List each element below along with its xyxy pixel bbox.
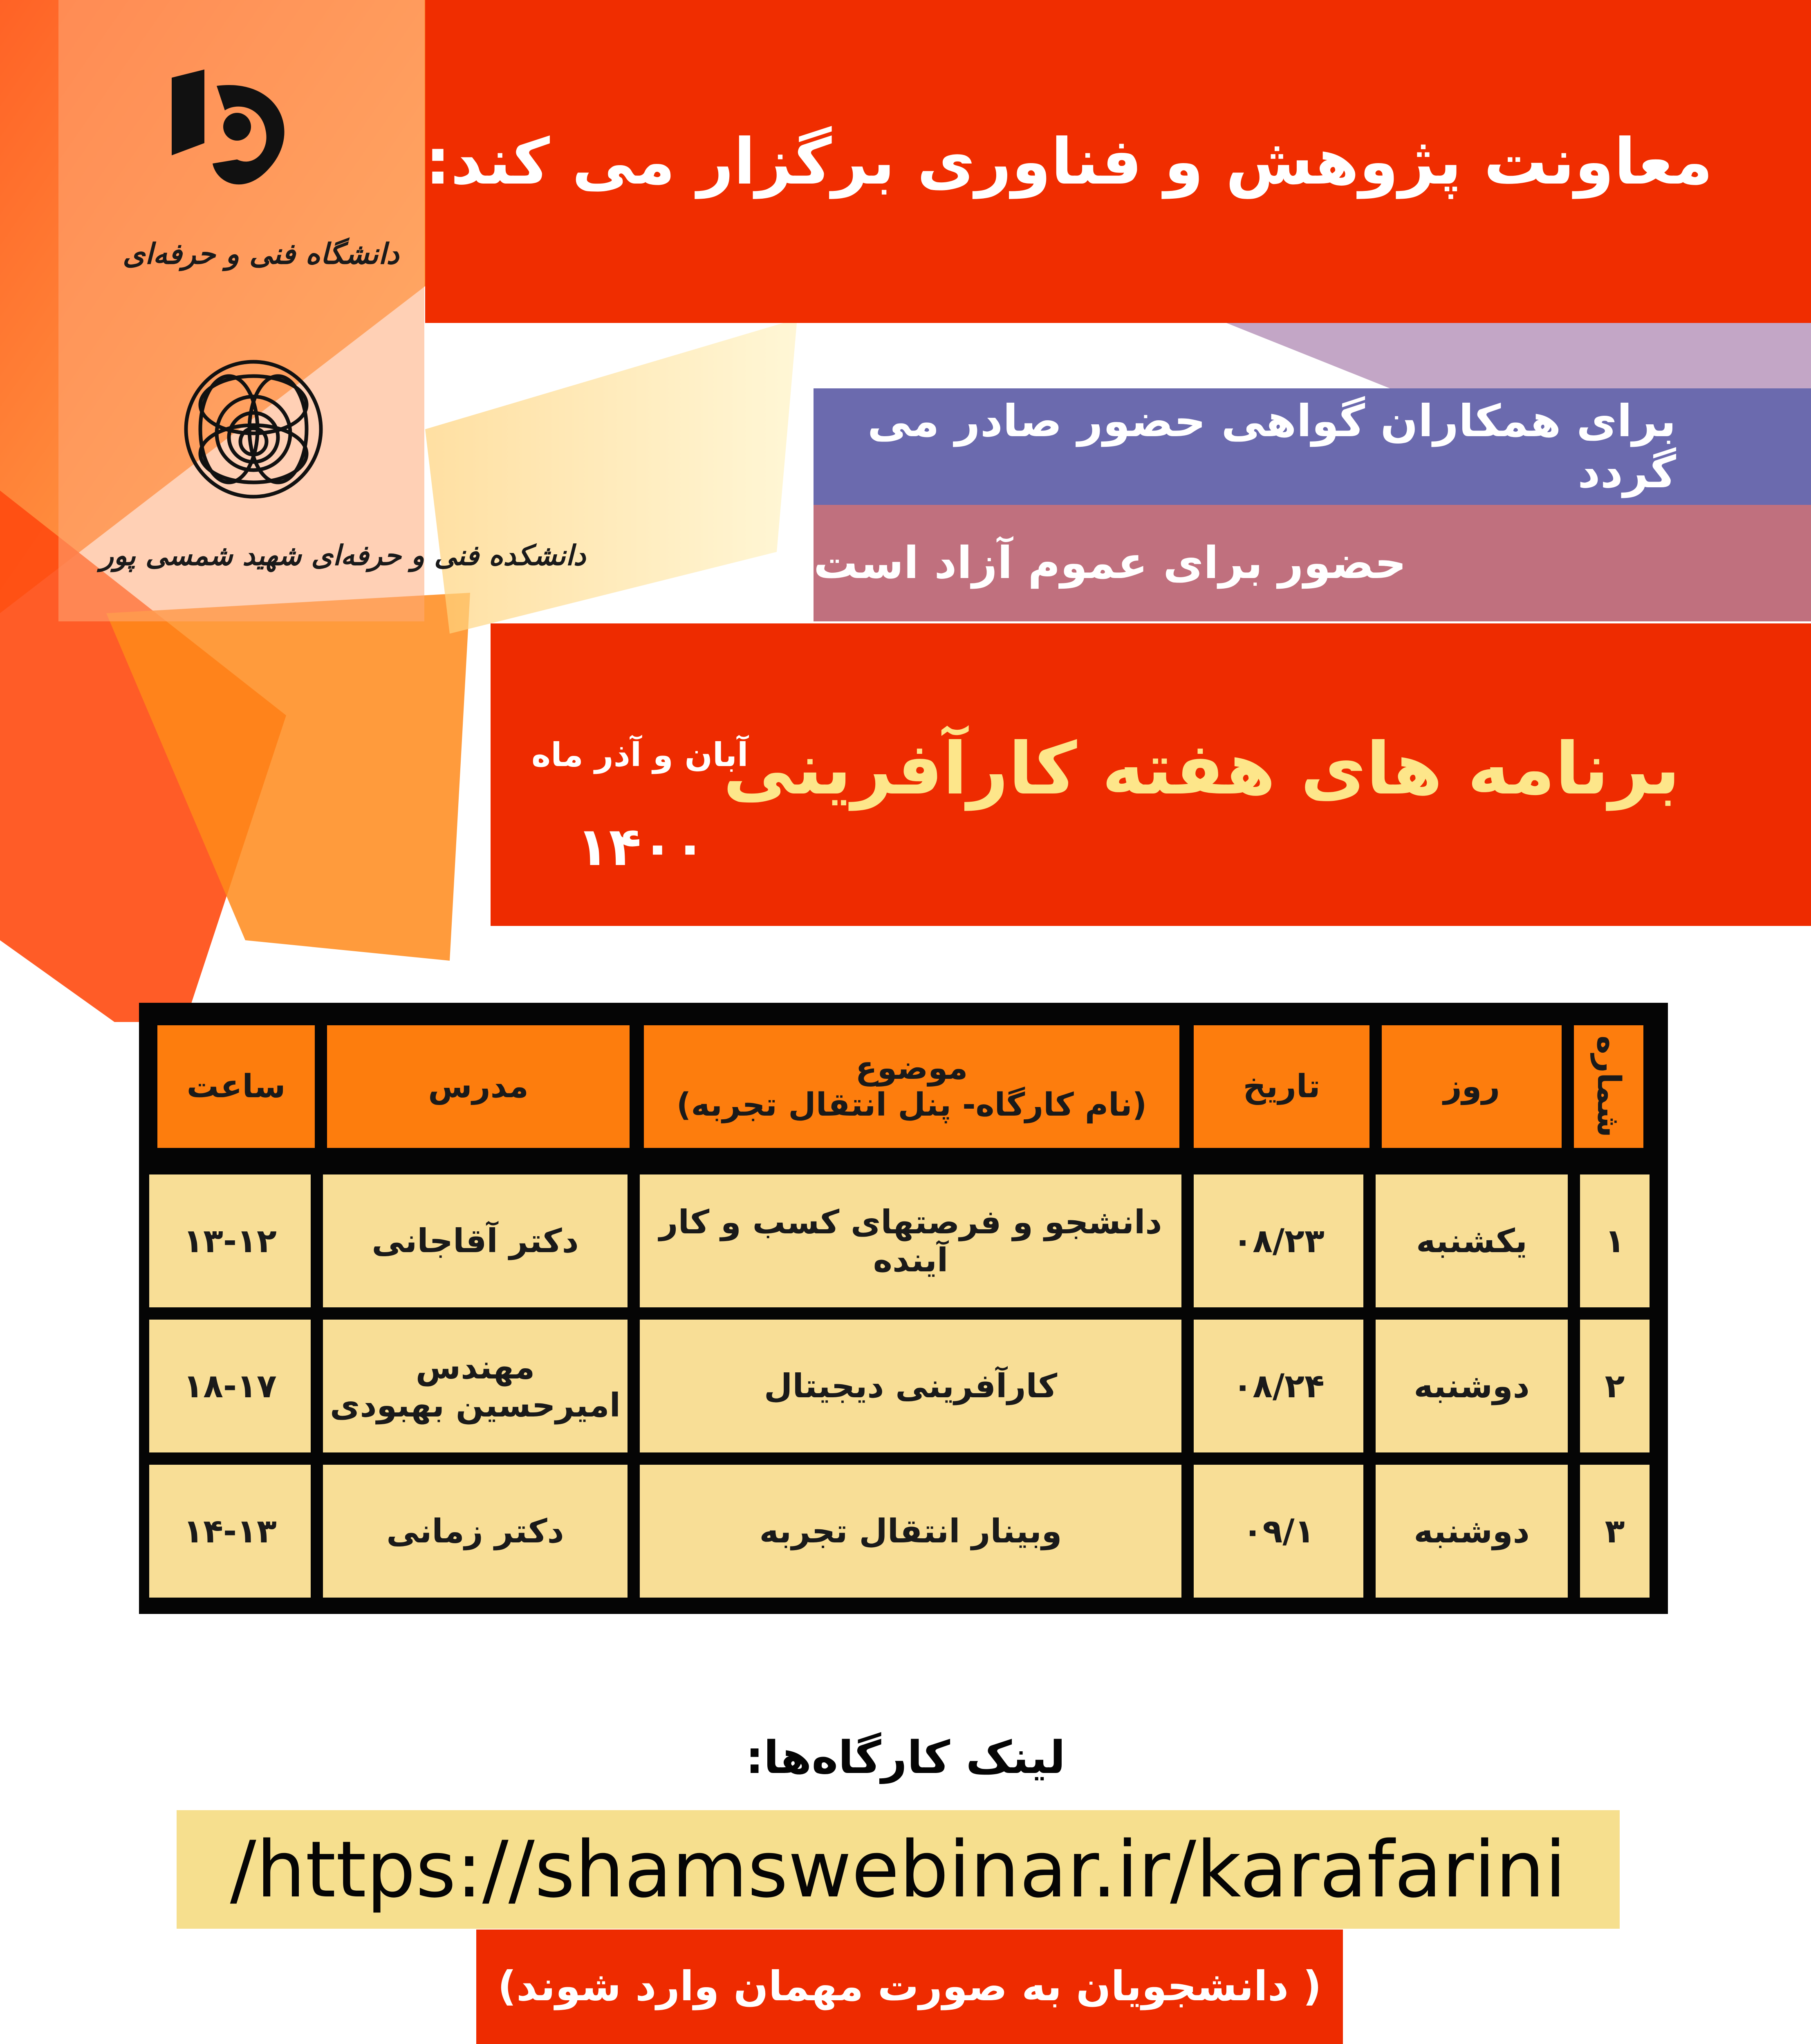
- webinar-link[interactable]: https://shamswebinar.ir/karafarini/: [230, 1824, 1567, 1915]
- row1-date: ۰۸/۲۳: [1194, 1174, 1363, 1307]
- university-logo-icon: [155, 61, 311, 208]
- row3-topic: وبینار انتقال تجربه: [640, 1465, 1181, 1598]
- header-date-label: تاریخ: [1243, 1068, 1320, 1105]
- header-time: [157, 1025, 315, 1148]
- college-logo: [180, 356, 327, 503]
- row2-instructor-title: مهندس: [415, 1348, 535, 1386]
- header-topic: [644, 1025, 1179, 1148]
- college-logo-icon: [180, 356, 327, 503]
- program-title: برنامه های هفته کارآفرینی: [723, 728, 1680, 811]
- row2-instructor: [323, 1320, 628, 1452]
- row2-date: ۰۸/۲۴: [1194, 1320, 1363, 1452]
- certificate-notice: [814, 388, 1811, 505]
- header-time-label: ساعت: [186, 1068, 286, 1105]
- row3-number: ۳: [1580, 1465, 1650, 1598]
- row2-time: ۱۸-۱۷: [149, 1320, 311, 1452]
- row1-instructor-name: دکتر آقاجانی: [372, 1222, 579, 1260]
- header-title: معاونت پژوهش و فناوری برگزار می کند:: [425, 124, 1713, 199]
- university-logo: [155, 61, 311, 208]
- row2-instructor-name: امیرحسین بهبودی: [330, 1386, 621, 1424]
- row1-instructor: [323, 1174, 628, 1307]
- url-bar[interactable]: [177, 1810, 1620, 1929]
- row3-date: ۰۹/۱: [1194, 1465, 1363, 1598]
- header-number: [1574, 1025, 1643, 1148]
- header-topic-label: موضوع: [855, 1050, 968, 1087]
- header-date: [1194, 1025, 1369, 1148]
- header-number-label: شماره: [1590, 1035, 1627, 1138]
- row2-topic: کارآفرینی دیجیتال: [640, 1320, 1181, 1452]
- attendance-notice-text: حضور برای عموم آزاد است: [814, 538, 1407, 589]
- schedule-table: [139, 1003, 1668, 1614]
- row2-number: ۲: [1580, 1320, 1650, 1452]
- university-logo-caption: دانشگاه فنی و حرفه‌ای: [123, 237, 399, 271]
- row3-time: ۱۴-۱۳: [149, 1465, 311, 1598]
- row2-day: دوشنبه: [1376, 1320, 1568, 1452]
- row1-number: ۱: [1580, 1174, 1650, 1307]
- row3-instructor-name: دکتر زمانی: [386, 1512, 564, 1550]
- link-label: لینک کارگاه‌ها:: [745, 1731, 1066, 1784]
- certificate-notice-text: برای همکاران گواهی حضور صادر می گردد: [867, 395, 1676, 498]
- college-logo-caption: دانشکده فنی و حرفه‌ای شهید شمسی پور: [100, 540, 586, 572]
- row1-topic: دانشجو و فرصتهای کسب و کار آینده: [640, 1174, 1181, 1307]
- guest-note: ( دانشجویان به صورت مهمان وارد شوند): [498, 1962, 1322, 2010]
- header-topic-sublabel: (نام کارگاه- پنل انتقال تجربه): [676, 1087, 1147, 1123]
- row1-time: ۱۳-۱۲: [149, 1174, 311, 1307]
- header-instructor: [327, 1025, 630, 1148]
- program-year: ۱۴۰۰: [576, 816, 706, 878]
- row3-instructor: [323, 1465, 628, 1598]
- row3-day: دوشنبه: [1376, 1465, 1568, 1598]
- row1-day: یکشنبه: [1376, 1174, 1568, 1307]
- header-day-label: روز: [1443, 1068, 1500, 1105]
- header-instructor-label: مدرس: [428, 1068, 529, 1105]
- header-banner: [425, 0, 1811, 323]
- program-months: آبان و آذر ماه: [531, 736, 749, 774]
- header-day: [1382, 1025, 1562, 1148]
- attendance-notice: [814, 505, 1811, 621]
